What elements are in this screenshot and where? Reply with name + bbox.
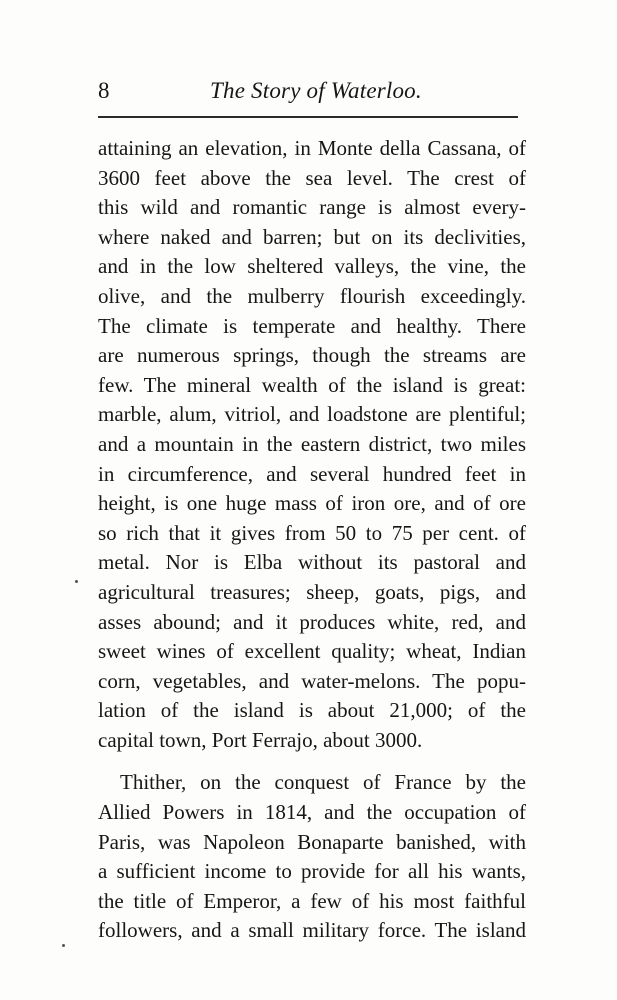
text-line: so rich that it gives from 50 to 75 per cent. of xyxy=(98,520,526,545)
page-number: 8 xyxy=(98,78,110,103)
paragraph-2 xyxy=(98,768,526,946)
text-line: this wild and romantic range is almost every- xyxy=(98,195,526,220)
text-line: attaining an elevation, in Monte della Cassana, of xyxy=(98,136,526,160)
text-line: lation of the island is about 21,000; of the xyxy=(98,698,526,723)
text-line: a sufficient income to provide for all his wants, xyxy=(98,859,526,884)
text-line: the title of Emperor, a few of his most faithful xyxy=(98,888,526,913)
text-line: Allied Powers in 1814, and the occupation of xyxy=(98,800,526,825)
text-line: metal. Nor is Elba without its pastoral and xyxy=(98,550,526,575)
text-line: asses abound; and it produces white, red, and xyxy=(98,609,526,634)
margin-speck xyxy=(75,580,78,583)
paragraph-1 xyxy=(98,134,526,755)
text-line: Paris, was Napoleon Bonaparte banished, with xyxy=(98,829,526,854)
text-line: and a mountain in the eastern district, two miles xyxy=(98,431,526,456)
text-line: and in the low sheltered valleys, the vine, the xyxy=(98,254,526,279)
text-line: few. The mineral wealth of the island is great: xyxy=(98,372,526,397)
text-line: capital town, Port Ferrajo, about 3000. xyxy=(98,727,423,752)
page-header xyxy=(98,76,518,110)
text-line: height, is one huge mass of iron ore, and of ore xyxy=(98,491,526,516)
text-line: corn, vegetables, and water-melons. The popu- xyxy=(98,668,526,693)
text-line: followers, and a small military force. The island xyxy=(98,918,526,943)
text-line: in circumference, and several hundred feet in xyxy=(98,461,526,486)
paragraph-gap xyxy=(98,755,526,768)
text-line: agricultural treasures; sheep, goats, pigs, and xyxy=(98,579,526,604)
margin-speck xyxy=(62,944,65,947)
text-line: where naked and barren; but on its declivities, xyxy=(98,224,526,249)
text-line: are numerous springs, though the streams are xyxy=(98,343,526,368)
running-title: The Story of Waterloo. xyxy=(210,78,422,103)
text-line: Thither, on the conquest of France by the xyxy=(120,770,526,795)
text-line: olive, and the mulberry flourish exceedingly. xyxy=(98,283,526,308)
text-line: sweet wines of excellent quality; wheat, Indian xyxy=(98,639,526,664)
body-text xyxy=(98,134,526,946)
text-line: The climate is temperate and healthy. There xyxy=(98,313,526,338)
text-line: marble, alum, vitriol, and loadstone are plentiful; xyxy=(98,402,526,427)
header-rule xyxy=(98,116,518,118)
text-line: 3600 feet above the sea level. The crest of xyxy=(98,165,526,190)
